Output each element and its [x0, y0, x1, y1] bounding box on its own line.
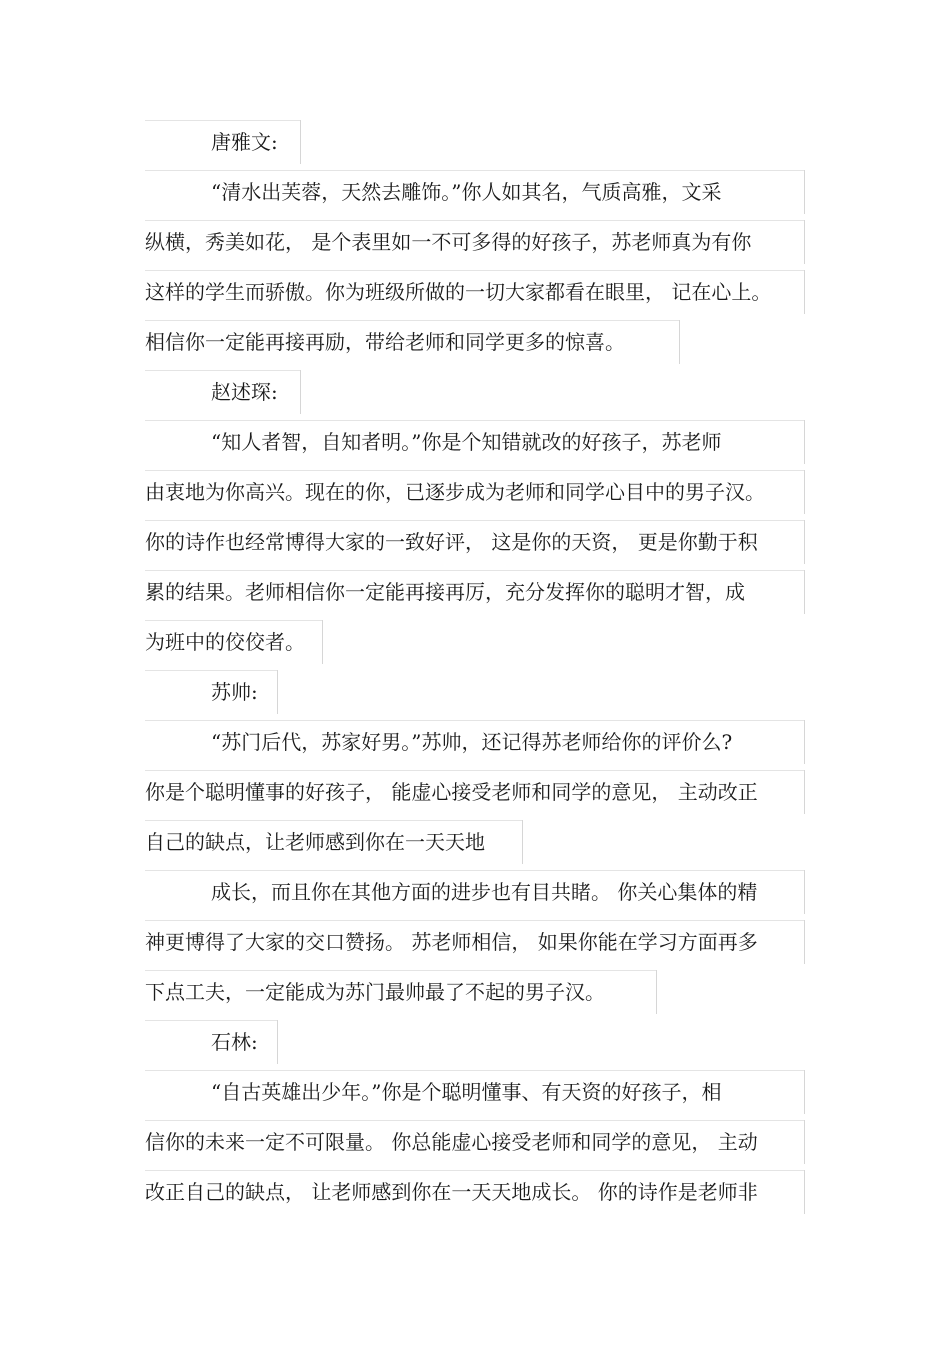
- comment-line: 成长，而且你在其他方面的进步也有目共睹。 你关心集体的精: [145, 867, 805, 917]
- comment-line: “知人者智，自知者明。”你是个知错就改的好孩子，苏老师: [145, 417, 805, 467]
- comment-line: 信你的未来一定不可限量。 你总能虚心接受老师和同学的意见， 主动: [145, 1117, 805, 1167]
- comment-line: 你是个聪明懂事的好孩子， 能虚心接受老师和同学的意见， 主动改正: [145, 767, 805, 817]
- student-name-shi-lin: 石林:: [145, 1017, 278, 1067]
- comment-line: 纵横，秀美如花， 是个表里如一不可多得的好孩子，苏老师真为有你: [145, 217, 805, 267]
- comment-line: 由衷地为你高兴。现在的你，已逐步成为老师和同学心目中的男子汉。: [145, 467, 805, 517]
- comment-line: 为班中的佼佼者。: [145, 617, 323, 667]
- comment-line: 神更博得了大家的交口赞扬。 苏老师相信， 如果你能在学习方面再多: [145, 917, 805, 967]
- comment-line: 改正自己的缺点， 让老师感到你在一天天地成长。 你的诗作是老师非: [145, 1167, 805, 1217]
- student-name-su-shuai: 苏帅:: [145, 667, 278, 717]
- comment-line: 这样的学生而骄傲。你为班级所做的一切大家都看在眼里， 记在心上。: [145, 267, 805, 317]
- student-name-tang-yawen: 唐雅文:: [145, 117, 301, 167]
- comment-line: 你的诗作也经常博得大家的一致好评， 这是你的天资， 更是你勤于积: [145, 517, 805, 567]
- comment-line: “苏门后代，苏家好男。”苏帅，还记得苏老师给你的评价么?: [145, 717, 805, 767]
- comment-line: “清水出芙蓉，天然去雕饰。”你人如其名，气质高雅，文采: [145, 167, 805, 217]
- comment-line: “自古英雄出少年。”你是个聪明懂事、有天资的好孩子，相: [145, 1067, 805, 1117]
- comment-line: 下点工夫，一定能成为苏门最帅最了不起的男子汉。: [145, 967, 657, 1017]
- student-name-zhao-shuchen: 赵述琛:: [145, 367, 301, 417]
- comment-line: 累的结果。老师相信你一定能再接再厉，充分发挥你的聪明才智，成: [145, 567, 805, 617]
- comment-line: 相信你一定能再接再励，带给老师和同学更多的惊喜。: [145, 317, 680, 367]
- comment-line: 自己的缺点，让老师感到你在一天天地: [145, 817, 523, 867]
